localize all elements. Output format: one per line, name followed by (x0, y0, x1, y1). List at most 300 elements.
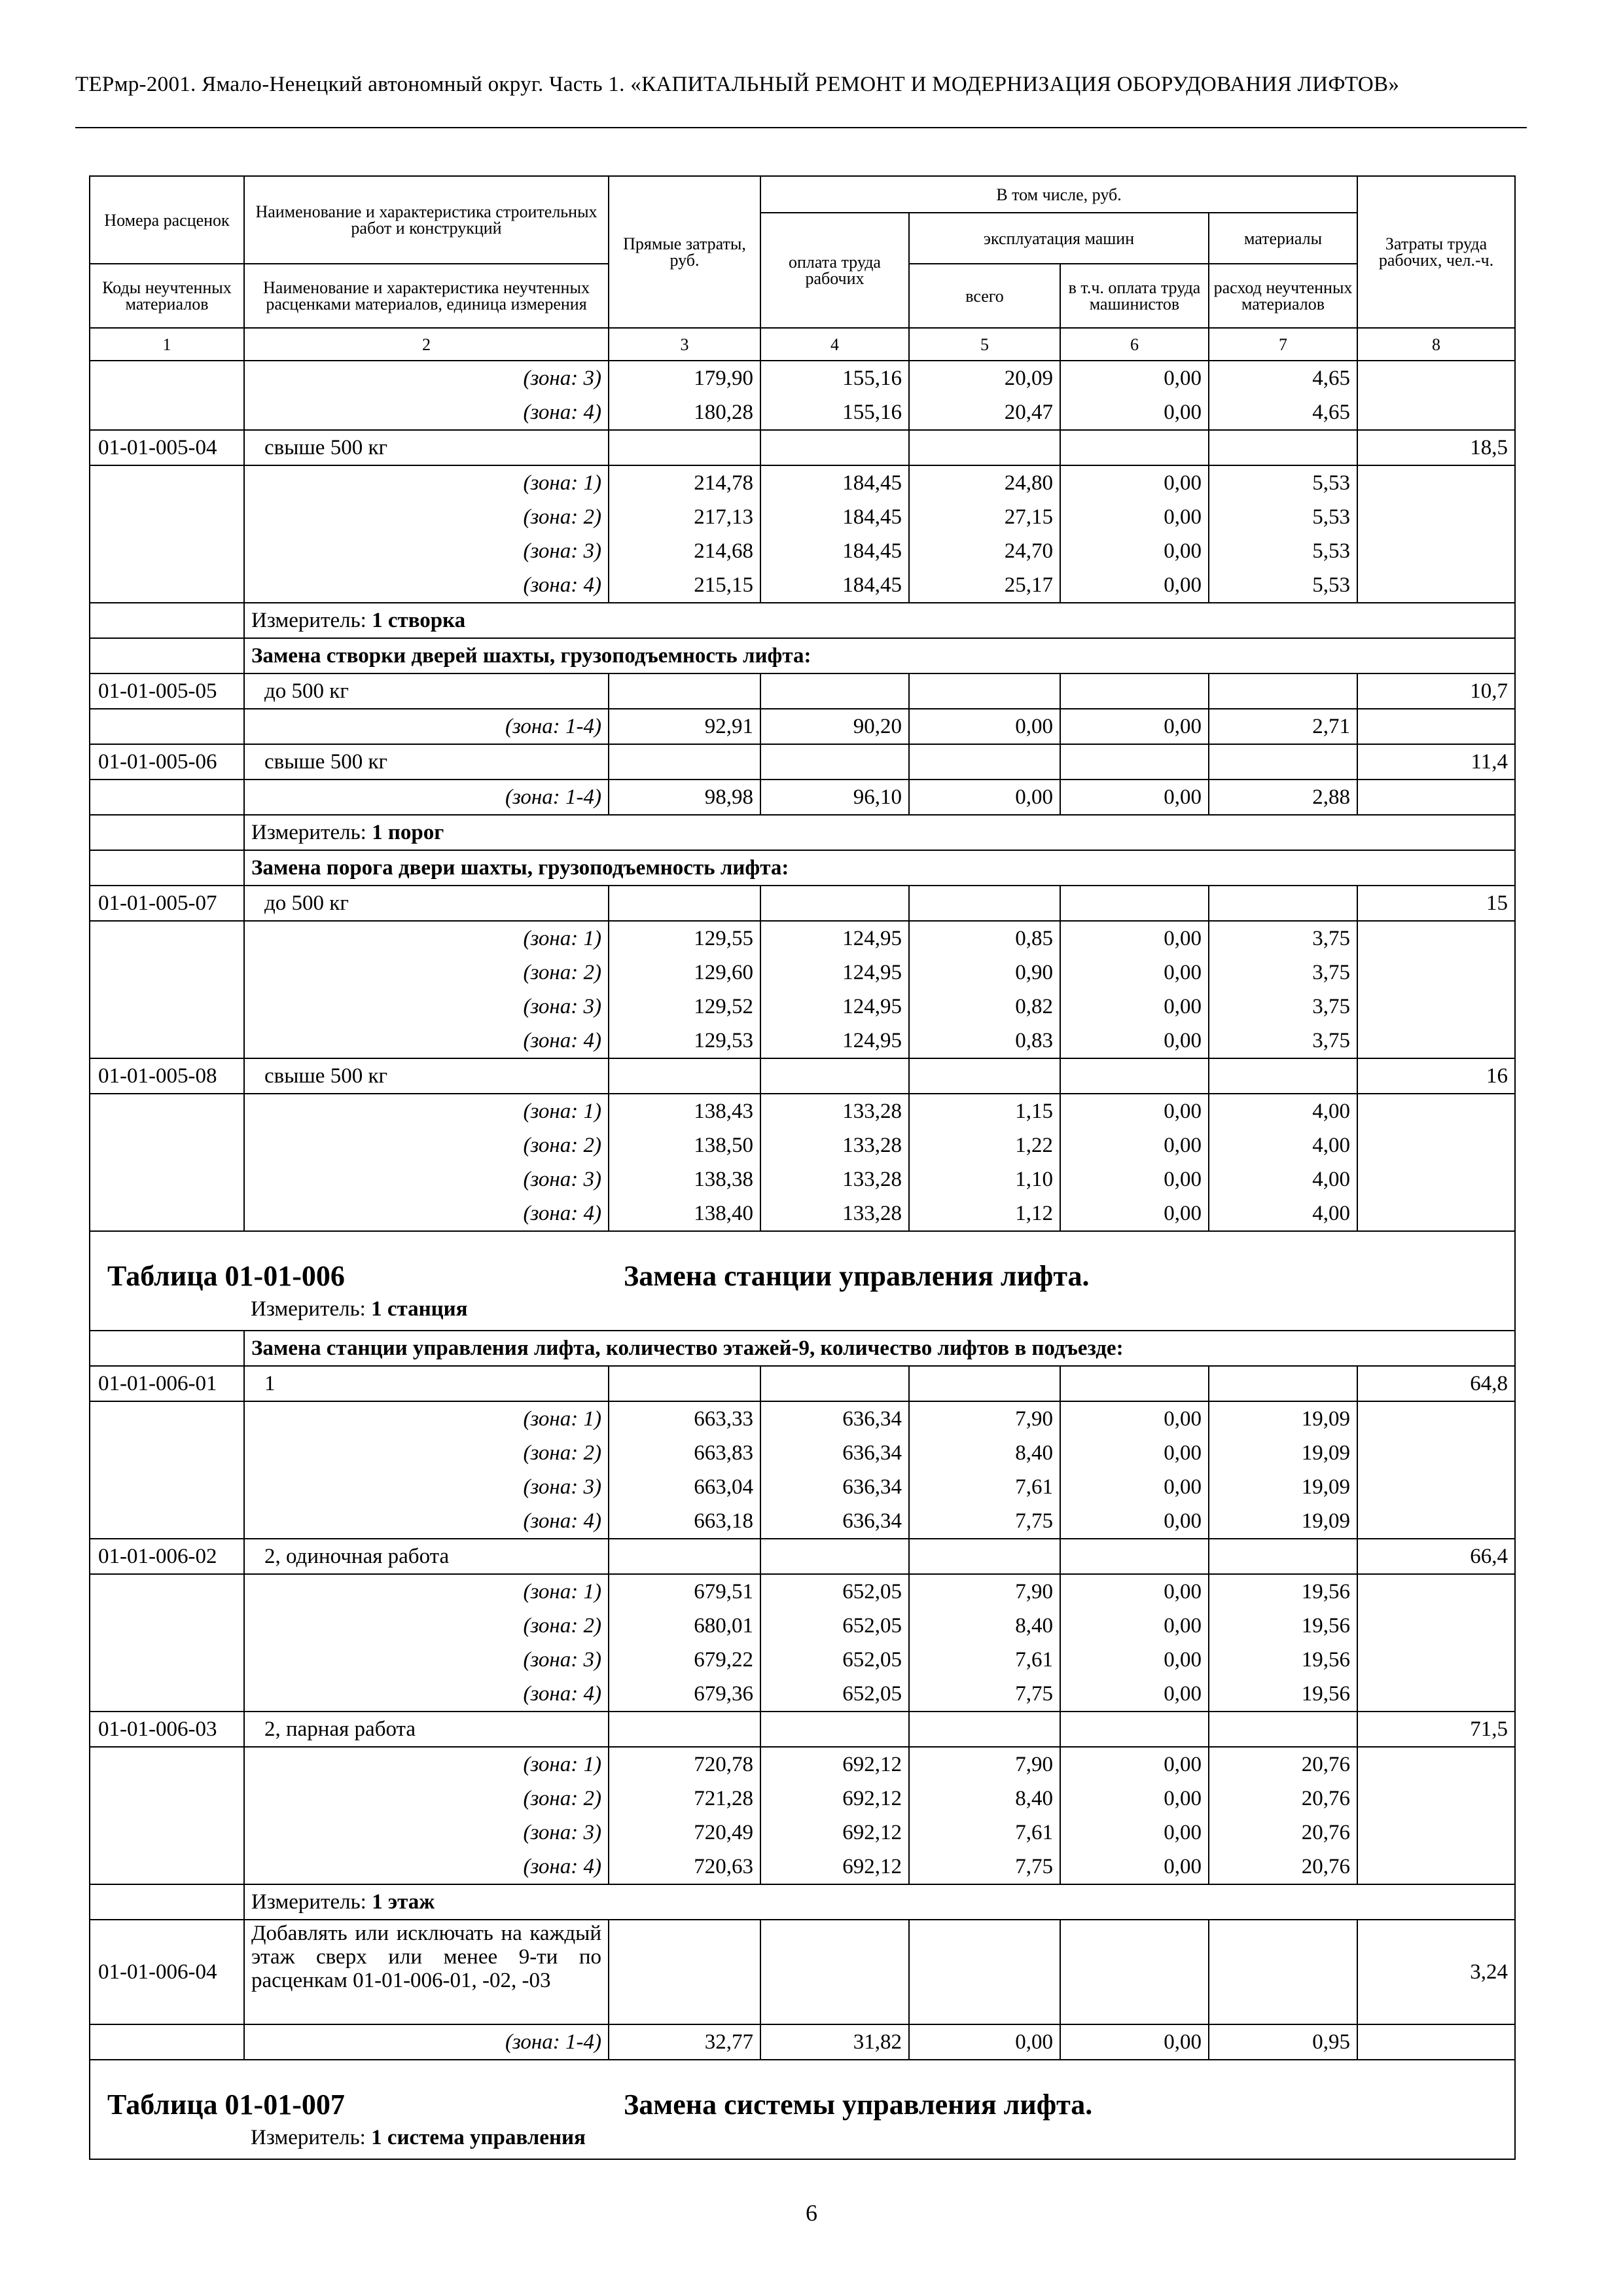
value-c7: 19,09 (1209, 1436, 1357, 1470)
meter-label: Измеритель: (251, 609, 366, 632)
empty-cell (609, 673, 760, 709)
value-c4: 124,95 (760, 921, 909, 956)
empty-cell (1060, 1712, 1209, 1747)
rate-name: до 500 кг (244, 886, 609, 921)
code-cell (90, 568, 244, 603)
section-row (90, 850, 1515, 886)
zone-row (90, 990, 1515, 1024)
value-c5: 7,61 (909, 1470, 1060, 1504)
hours-cell (1357, 1436, 1515, 1470)
value-c7: 19,09 (1209, 1504, 1357, 1539)
code-cell (90, 1782, 244, 1816)
code-cell (90, 500, 244, 534)
value-c3: 663,04 (609, 1470, 760, 1504)
header-material-names: Наименование и характеристика неучтенных расценками материалов, единица измерения (244, 264, 609, 328)
value-c7: 19,56 (1209, 1574, 1357, 1609)
value-c3: 214,78 (609, 465, 760, 500)
zone-label: (зона: 2) (244, 956, 609, 990)
value-c6: 0,00 (1060, 1436, 1209, 1470)
value-c3: 180,28 (609, 395, 760, 430)
value-c4: 636,34 (760, 1436, 909, 1470)
col-number: 2 (244, 328, 609, 361)
zone-row (90, 709, 1515, 744)
value-c7: 19,09 (1209, 1401, 1357, 1436)
zone-label: (зона: 3) (244, 990, 609, 1024)
code-cell (90, 1196, 244, 1231)
zone-row (90, 1128, 1515, 1162)
value-c6: 0,00 (1060, 1128, 1209, 1162)
rate-name: свыше 500 кг (244, 744, 609, 780)
value-c3: 98,98 (609, 780, 760, 815)
value-c4: 133,28 (760, 1094, 909, 1128)
zone-label: (зона: 1-4) (244, 709, 609, 744)
empty-cell (1060, 430, 1209, 465)
value-c4: 133,28 (760, 1128, 909, 1162)
zone-row (90, 1504, 1515, 1539)
value-c3: 129,60 (609, 956, 760, 990)
value-c3: 680,01 (609, 1609, 760, 1643)
hours-cell (1357, 2024, 1515, 2060)
value-c3: 92,91 (609, 709, 760, 744)
value-c6: 0,00 (1060, 395, 1209, 430)
empty-cell (609, 430, 760, 465)
meter-row (90, 603, 1515, 638)
value-c5: 0,83 (909, 1024, 1060, 1058)
rate-row (90, 1366, 1515, 1401)
value-c6: 0,00 (1060, 1609, 1209, 1643)
hours-cell (1357, 1401, 1515, 1436)
hours-cell (1357, 921, 1515, 956)
value-c7: 4,65 (1209, 395, 1357, 430)
value-c7: 20,76 (1209, 1747, 1357, 1782)
zone-row (90, 1677, 1515, 1712)
header-direct-costs: Прямые затраты, руб. (609, 176, 760, 328)
empty-cell (760, 1712, 909, 1747)
zone-label: (зона: 4) (244, 568, 609, 603)
value-c7: 2,88 (1209, 780, 1357, 815)
value-c4: 133,28 (760, 1162, 909, 1196)
code-cell (90, 1128, 244, 1162)
col-number: 5 (909, 328, 1060, 361)
value-c6: 0,00 (1060, 2024, 1209, 2060)
zone-label: (зона: 1) (244, 1401, 609, 1436)
value-c7: 4,00 (1209, 1094, 1357, 1128)
value-c3: 721,28 (609, 1782, 760, 1816)
value-c3: 179,90 (609, 361, 760, 395)
table-title-cell (90, 2060, 1515, 2159)
empty-cell (760, 1539, 909, 1574)
zone-label: (зона: 1) (244, 1747, 609, 1782)
value-c4: 184,45 (760, 568, 909, 603)
labor-hours: 15 (1357, 886, 1515, 921)
value-c6: 0,00 (1060, 1747, 1209, 1782)
value-c5: 7,75 (909, 1504, 1060, 1539)
code-cell (90, 1609, 244, 1643)
zone-row (90, 1094, 1515, 1128)
empty-cell (909, 744, 1060, 780)
code-cell (90, 603, 244, 638)
hours-cell (1357, 1643, 1515, 1677)
zone-row (90, 1643, 1515, 1677)
value-c7: 20,76 (1209, 1782, 1357, 1816)
rate-code: 01-01-005-06 (90, 744, 244, 780)
code-cell (90, 1470, 244, 1504)
value-c5: 0,00 (909, 2024, 1060, 2060)
zone-row (90, 1850, 1515, 1884)
header-machinist-pay: в т.ч. оплата труда машинистов (1060, 264, 1209, 328)
code-cell (90, 1816, 244, 1850)
header-materials: материалы (1209, 213, 1357, 264)
value-c5: 0,90 (909, 956, 1060, 990)
zone-row (90, 1782, 1515, 1816)
rate-name: свыше 500 кг (244, 430, 609, 465)
rate-code: 01-01-006-04 (90, 1920, 244, 2024)
value-c4: 652,05 (760, 1574, 909, 1609)
section-title: Замена створки дверей шахты, грузоподъемность лифта: (244, 638, 1515, 673)
value-c5: 27,15 (909, 500, 1060, 534)
hours-cell (1357, 1094, 1515, 1128)
zone-row (90, 780, 1515, 815)
col-number: 8 (1357, 328, 1515, 361)
code-cell (90, 1436, 244, 1470)
rate-name: Добавлять или исключать на каждый этаж сверх или менее 9-ти по расценкам 01-01-006-01, -02, -03 (244, 1920, 609, 2024)
section-title: Замена станции управления лифта, количество этажей-9, количество лифтов в подъезде: (244, 1331, 1515, 1366)
hours-cell (1357, 500, 1515, 534)
empty-cell (609, 886, 760, 921)
rate-row (90, 886, 1515, 921)
zone-label: (зона: 4) (244, 1850, 609, 1884)
value-c3: 663,33 (609, 1401, 760, 1436)
rate-row (90, 1539, 1515, 1574)
value-c3: 663,83 (609, 1436, 760, 1470)
value-c6: 0,00 (1060, 1816, 1209, 1850)
value-c3: 138,43 (609, 1094, 760, 1128)
value-c5: 0,00 (909, 780, 1060, 815)
value-c7: 4,00 (1209, 1128, 1357, 1162)
value-c5: 7,75 (909, 1677, 1060, 1712)
empty-cell (1060, 744, 1209, 780)
empty-cell (1060, 1058, 1209, 1094)
zone-row (90, 361, 1515, 395)
value-c7: 19,56 (1209, 1643, 1357, 1677)
header-rate-numbers: Номера расценок (90, 176, 244, 264)
empty-cell (1209, 886, 1357, 921)
meter-label: Измеритель: (251, 1890, 366, 1914)
header-unaccounted-materials: расход неучтенных материалов (1209, 264, 1357, 328)
value-c6: 0,00 (1060, 1094, 1209, 1128)
hours-cell (1357, 1782, 1515, 1816)
value-c6: 0,00 (1060, 465, 1209, 500)
header-work-name: Наименование и характеристика строительных работ и конструкций (244, 176, 609, 264)
rate-row (90, 744, 1515, 780)
rate-row (90, 1920, 1515, 2024)
empty-cell (760, 1366, 909, 1401)
value-c5: 0,85 (909, 921, 1060, 956)
value-c4: 692,12 (760, 1747, 909, 1782)
value-c5: 8,40 (909, 1609, 1060, 1643)
value-c6: 0,00 (1060, 1782, 1209, 1816)
section-title: Замена порога двери шахты, грузоподъемность лифта: (244, 850, 1515, 886)
value-c6: 0,00 (1060, 1574, 1209, 1609)
header-machines-total: всего (909, 264, 1060, 328)
zone-row (90, 534, 1515, 568)
value-c4: 124,95 (760, 990, 909, 1024)
value-c6: 0,00 (1060, 568, 1209, 603)
value-c3: 214,68 (609, 534, 760, 568)
hours-cell (1357, 361, 1515, 395)
code-cell (90, 990, 244, 1024)
value-c5: 1,10 (909, 1162, 1060, 1196)
code-cell (90, 956, 244, 990)
value-c3: 32,77 (609, 2024, 760, 2060)
hours-cell (1357, 1677, 1515, 1712)
empty-cell (609, 1712, 760, 1747)
value-c4: 96,10 (760, 780, 909, 815)
zone-label: (зона: 3) (244, 534, 609, 568)
empty-cell (609, 1539, 760, 1574)
zone-row (90, 395, 1515, 430)
code-cell (90, 1504, 244, 1539)
value-c5: 8,40 (909, 1782, 1060, 1816)
hours-cell (1357, 780, 1515, 815)
value-c3: 129,52 (609, 990, 760, 1024)
header-material-codes: Коды неучтенных материалов (90, 264, 244, 328)
meter-value: 1 порог (372, 821, 444, 844)
rate-code: 01-01-005-04 (90, 430, 244, 465)
col-number: 7 (1209, 328, 1357, 361)
code-cell (90, 780, 244, 815)
hours-cell (1357, 1850, 1515, 1884)
code-cell (90, 1747, 244, 1782)
labor-hours: 11,4 (1357, 744, 1515, 780)
zone-label: (зона: 2) (244, 1436, 609, 1470)
empty-cell (1209, 1920, 1357, 2024)
hours-cell (1357, 990, 1515, 1024)
value-c7: 19,09 (1209, 1470, 1357, 1504)
value-c5: 20,47 (909, 395, 1060, 430)
rate-code: 01-01-006-01 (90, 1366, 244, 1401)
empty-cell (909, 1539, 1060, 1574)
empty-cell (1060, 1366, 1209, 1401)
meter-label: Измеритель: (251, 1297, 366, 1321)
value-c4: 636,34 (760, 1401, 909, 1436)
value-c6: 0,00 (1060, 1196, 1209, 1231)
page-header: ТЕРмр-2001. Ямало-Ненецкий автономный округ. Часть 1. «КАПИТАЛЬНЫЙ РЕМОНТ И МОДЕРНИЗАЦИЯ ОБОРУДОВАНИЯ ЛИФТОВ» (75, 73, 1400, 96)
zone-row (90, 1574, 1515, 1609)
value-c4: 652,05 (760, 1643, 909, 1677)
table-meter (251, 2126, 586, 2150)
value-c7: 19,56 (1209, 1609, 1357, 1643)
section-row (90, 1331, 1515, 1366)
rate-name: 1 (244, 1366, 609, 1401)
value-c3: 679,51 (609, 1574, 760, 1609)
zone-label: (зона: 1) (244, 1574, 609, 1609)
labor-hours: 3,24 (1357, 1920, 1515, 2024)
code-cell (90, 1401, 244, 1436)
value-c3: 663,18 (609, 1504, 760, 1539)
empty-cell (909, 430, 1060, 465)
value-c6: 0,00 (1060, 1470, 1209, 1504)
value-c3: 679,36 (609, 1677, 760, 1712)
zone-row (90, 1024, 1515, 1058)
zone-label: (зона: 1) (244, 921, 609, 956)
value-c6: 0,00 (1060, 1162, 1209, 1196)
value-c6: 0,00 (1060, 534, 1209, 568)
rate-row (90, 430, 1515, 465)
zone-row (90, 1747, 1515, 1782)
zone-row (90, 465, 1515, 500)
zone-row (90, 568, 1515, 603)
empty-cell (760, 1920, 909, 2024)
value-c5: 1,15 (909, 1094, 1060, 1128)
page-number: 6 (806, 2200, 817, 2226)
value-c7: 5,53 (1209, 465, 1357, 500)
table-title-row (90, 2060, 1515, 2159)
zone-label: (зона: 4) (244, 395, 609, 430)
value-c7: 5,53 (1209, 568, 1357, 603)
empty-cell (760, 744, 909, 780)
hours-cell (1357, 709, 1515, 744)
value-c3: 720,63 (609, 1850, 760, 1884)
meter-label: Измеритель: (251, 2126, 366, 2149)
zone-label: (зона: 4) (244, 1677, 609, 1712)
value-c6: 0,00 (1060, 1643, 1209, 1677)
rate-name: 2, одиночная работа (244, 1539, 609, 1574)
code-cell (90, 1162, 244, 1196)
zone-label: (зона: 3) (244, 1470, 609, 1504)
zone-label: (зона: 1) (244, 1094, 609, 1128)
meter-row (90, 815, 1515, 850)
value-c4: 124,95 (760, 956, 909, 990)
value-c7: 19,56 (1209, 1677, 1357, 1712)
rate-row (90, 1712, 1515, 1747)
code-cell (90, 395, 244, 430)
value-c5: 7,90 (909, 1401, 1060, 1436)
hours-cell (1357, 395, 1515, 430)
value-c6: 0,00 (1060, 1024, 1209, 1058)
empty-cell (909, 1366, 1060, 1401)
header-machines: эксплуатация машин (909, 213, 1209, 264)
zone-label: (зона: 2) (244, 1782, 609, 1816)
table-title: Замена системы управления лифта. (624, 2089, 1093, 2121)
hours-cell (1357, 465, 1515, 500)
header-labor-hours: Затраты труда рабочих, чел.-ч. (1357, 176, 1515, 328)
value-c5: 1,22 (909, 1128, 1060, 1162)
value-c3: 138,50 (609, 1128, 760, 1162)
labor-hours: 10,7 (1357, 673, 1515, 709)
empty-cell (1209, 1712, 1357, 1747)
code-cell (90, 921, 244, 956)
code-cell (90, 1094, 244, 1128)
value-c4: 692,12 (760, 1782, 909, 1816)
rate-name: до 500 кг (244, 673, 609, 709)
value-c4: 90,20 (760, 709, 909, 744)
value-c6: 0,00 (1060, 1504, 1209, 1539)
value-c4: 155,16 (760, 395, 909, 430)
zone-label: (зона: 4) (244, 1196, 609, 1231)
zone-row (90, 956, 1515, 990)
value-c3: 720,49 (609, 1816, 760, 1850)
hours-cell (1357, 1128, 1515, 1162)
value-c4: 155,16 (760, 361, 909, 395)
labor-hours: 64,8 (1357, 1366, 1515, 1401)
rate-code: 01-01-006-03 (90, 1712, 244, 1747)
meter-cell (244, 1884, 1515, 1920)
empty-cell (1209, 1058, 1357, 1094)
hours-cell (1357, 1470, 1515, 1504)
code-cell (90, 1677, 244, 1712)
value-c6: 0,00 (1060, 709, 1209, 744)
header-divider (75, 127, 1527, 128)
empty-cell (909, 886, 1060, 921)
hours-cell (1357, 956, 1515, 990)
zone-row (90, 921, 1515, 956)
code-cell (90, 850, 244, 886)
empty-cell (760, 1058, 909, 1094)
hours-cell (1357, 1162, 1515, 1196)
empty-cell (1209, 1366, 1357, 1401)
hours-cell (1357, 1609, 1515, 1643)
code-cell (90, 638, 244, 673)
code-cell (90, 534, 244, 568)
value-c4: 124,95 (760, 1024, 909, 1058)
meter-value: 1 этаж (372, 1890, 435, 1914)
zone-row (90, 1162, 1515, 1196)
value-c4: 692,12 (760, 1850, 909, 1884)
hours-cell (1357, 1816, 1515, 1850)
empty-cell (760, 673, 909, 709)
empty-cell (609, 1058, 760, 1094)
value-c6: 0,00 (1060, 500, 1209, 534)
value-c6: 0,00 (1060, 361, 1209, 395)
value-c7: 4,00 (1209, 1196, 1357, 1231)
zone-row (90, 1609, 1515, 1643)
value-c7: 5,53 (1209, 500, 1357, 534)
value-c5: 7,61 (909, 1643, 1060, 1677)
rate-code: 01-01-005-08 (90, 1058, 244, 1094)
table-title: Замена станции управления лифта. (624, 1260, 1090, 1292)
value-c5: 0,82 (909, 990, 1060, 1024)
hours-cell (1357, 1747, 1515, 1782)
meter-value: 1 система управления (371, 2126, 586, 2149)
zone-label: (зона: 1-4) (244, 780, 609, 815)
value-c4: 636,34 (760, 1470, 909, 1504)
code-cell (90, 709, 244, 744)
table-meter (251, 1297, 468, 1321)
zone-row (90, 500, 1515, 534)
zone-label: (зона: 2) (244, 1128, 609, 1162)
zone-row (90, 1436, 1515, 1470)
rate-code: 01-01-006-02 (90, 1539, 244, 1574)
value-c4: 652,05 (760, 1609, 909, 1643)
value-c6: 0,00 (1060, 990, 1209, 1024)
value-c4: 692,12 (760, 1816, 909, 1850)
value-c7: 20,76 (1209, 1816, 1357, 1850)
value-c4: 31,82 (760, 2024, 909, 2060)
rate-row (90, 1058, 1515, 1094)
value-c7: 0,95 (1209, 2024, 1357, 2060)
value-c3: 217,13 (609, 500, 760, 534)
value-c6: 0,00 (1060, 921, 1209, 956)
table-number: Таблица 01-01-007 (107, 2089, 345, 2121)
zone-label: (зона: 1-4) (244, 2024, 609, 2060)
empty-cell (1060, 1920, 1209, 2024)
rates-table (89, 175, 1516, 2160)
rate-code: 01-01-005-05 (90, 673, 244, 709)
labor-hours: 66,4 (1357, 1539, 1515, 1574)
meter-label: Измеритель: (251, 821, 366, 844)
zone-label: (зона: 4) (244, 1024, 609, 1058)
